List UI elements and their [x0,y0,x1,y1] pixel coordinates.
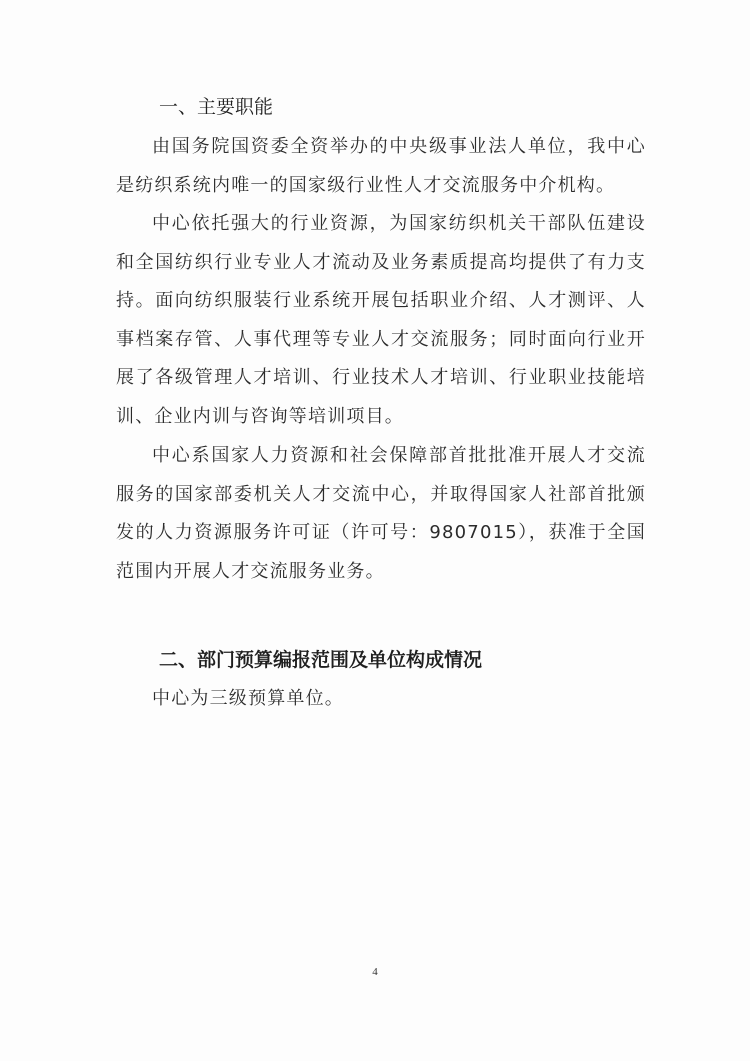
page-number: 4 [372,966,378,978]
paragraph-license: 中心系国家人力资源和社会保障部首批批准开展人才交流服务的国家部委机关人才交流中心，并取得国家人社部首批颁发的人力资源服务许可证（许可号：9807015），获准于全国范围内开展人才交流服务业务。 [116,445,646,582]
section-heading-budget-scope: 二、部门预算编报范围及单位构成情况 [159,649,483,671]
paragraph-budget-unit: 中心为三级预算单位。 [152,688,344,709]
paragraph-organization-intro: 由国务院国资委全资举办的中央级事业法人单位，我中心是纺织系统内唯一的国家级行业性人才交流服务中介机构。 [116,136,646,196]
section-heading-main-functions: 一、主要职能 [159,96,274,118]
paragraph-services: 中心依托强大的行业资源，为国家纺织机关干部队伍建设和全国纺织行业专业人才流动及业务素质提高均提供了有力支持。面向纺织服装行业系统开展包括职业介绍、人才测评、人事档案存管、人事代理等专业人才交流服务；同时面向行业开展了各级管理人才培训、行业技术人才培训、行业职业技能培训、企业内训与咨询等培训项目。 [116,213,646,427]
